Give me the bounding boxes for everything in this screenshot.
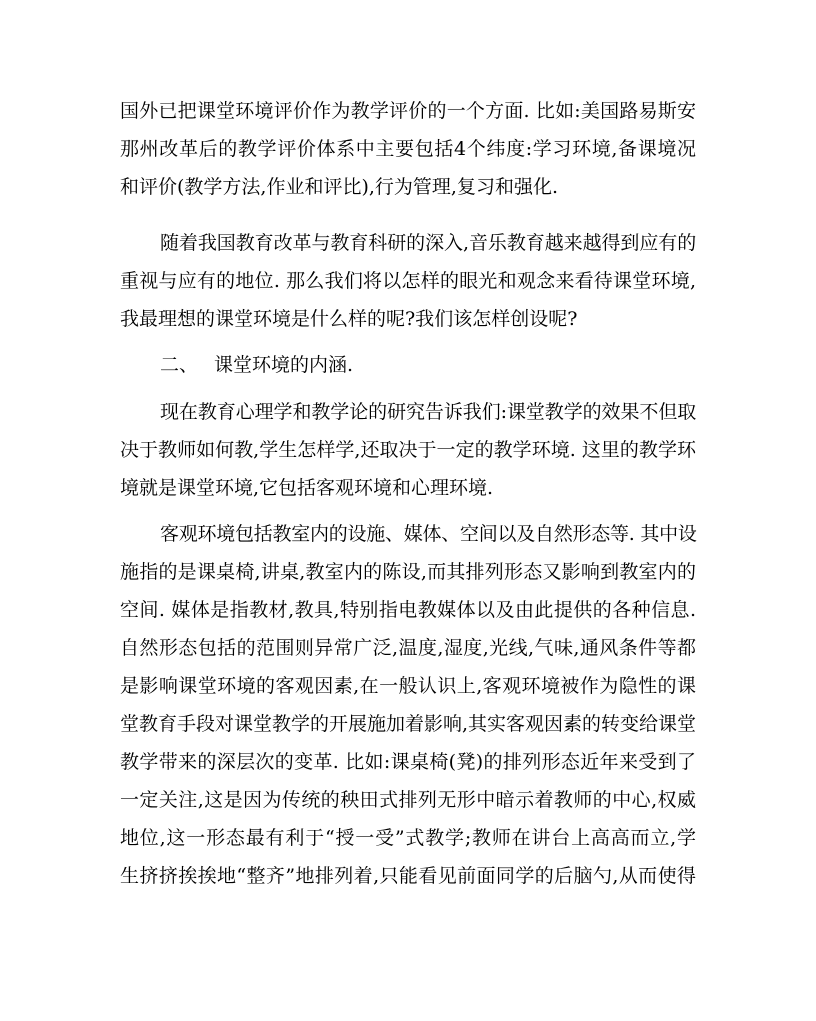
text-line: 是影响课堂环境的客观因素,在一般认识上,客观环境被作为隐性的课 bbox=[120, 675, 696, 697]
text-line: 一定关注,这是因为传统的秧田式排列无形中暗示着教师的中心,权威 bbox=[120, 789, 696, 811]
text-line: 现在教育心理学和教学论的研究告诉我们:课堂教学的效果不但取 bbox=[160, 401, 696, 423]
text-line: 决于教师如何教,学生怎样学,还取决于一定的教学环境. 这里的教学环 bbox=[120, 439, 696, 461]
text-line: 我最理想的课堂环境是什么样的呢?我们该怎样创设呢? bbox=[120, 308, 578, 330]
text-line: 国外已把课堂环境评价作为教学评价的一个方面. 比如:美国路易斯安 bbox=[120, 100, 696, 122]
text-line: 生挤挤挨挨地“整齐”地排列着,只能看见前面同学的后脑勺,从而使得 bbox=[120, 865, 696, 887]
text-line: 那州改革后的教学评价体系中主要包括4个纬度:学习环境,备课境况 bbox=[120, 138, 696, 160]
text-line: 堂教育手段对课堂教学的开展施加着影响,其实客观因素的转变给课堂 bbox=[120, 713, 697, 735]
text-line: 地位,这一形态最有利于“授一受”式教学;教师在讲台上高高而立,学 bbox=[120, 827, 696, 849]
section-title: 课堂环境的内涵. bbox=[214, 354, 354, 376]
text-line: 客观环境包括教室内的设施、媒体、空间以及自然形态等. 其中设 bbox=[160, 523, 697, 545]
section-heading bbox=[160, 351, 696, 379]
text-line: 重视与应有的地位. 那么我们将以怎样的眼光和观念来看待课堂环境, bbox=[120, 270, 696, 292]
text-line: 随着我国教育改革与教育科研的深入,音乐教育越来越得到应有的 bbox=[160, 232, 696, 254]
text-line: 境就是课堂环境,它包括客观环境和心理环境. bbox=[120, 477, 494, 499]
section-number: 二、 bbox=[160, 354, 199, 376]
text-line: 教学带来的深层次的变革. 比如:课桌椅(凳)的排列形态近年来受到了 bbox=[120, 751, 696, 773]
text-line: 自然形态包括的范围则异常广泛,温度,湿度,光线,气味,通风条件等都 bbox=[120, 637, 696, 659]
text-line: 施指的是课桌椅,讲桌,教室内的陈设,而其排列形态又影响到教室内的 bbox=[120, 561, 696, 583]
text-line: 空间. 媒体是指教材,教具,特别指电教媒体以及由此提供的各种信息. bbox=[120, 599, 696, 621]
text-line: 和评价(教学方法,作业和评比),行为管理,复习和强化. bbox=[120, 176, 558, 198]
